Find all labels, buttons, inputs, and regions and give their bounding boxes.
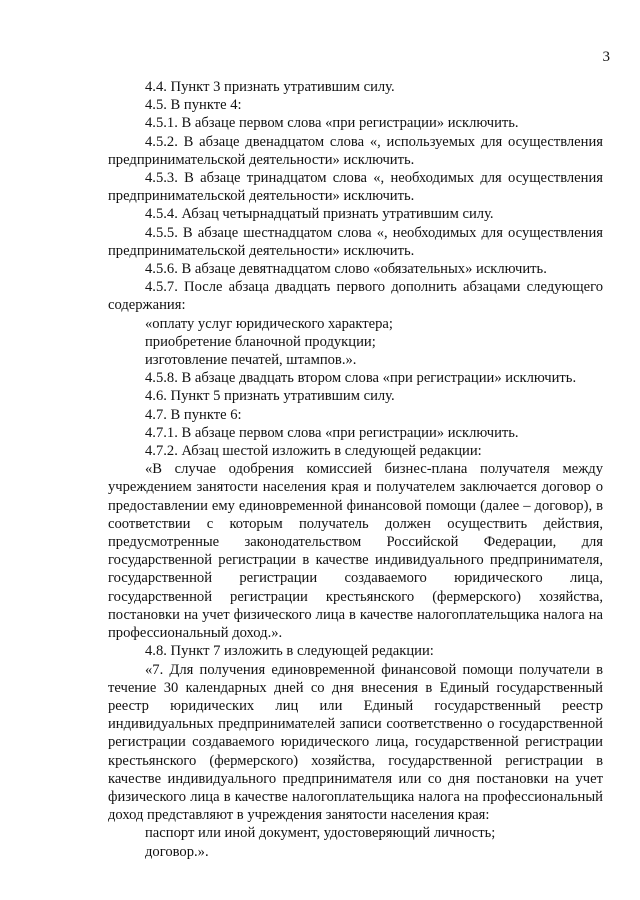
paragraph-4-7-1: 4.7.1. В абзаце первом слова «при регистрации» исключить. xyxy=(145,424,519,441)
quoted-line-legal-services: «оплату услуг юридического характера; xyxy=(145,315,393,332)
paragraph-4-5-5: 4.5.5. В абзаце шестнадцатом слова «, необходимых для осуществления предпринимательской деятельности» исключить. xyxy=(108,224,603,259)
quoted-paragraph-contract: «В случае одобрения комиссией бизнес-плана получателя между учреждением занятости населения края и получателем заключается договор о предоставлении ему единовременной финансовой помощи (далее – договор), в соответствии с которым получатель должен осуществить действия, предусмотренные законодательством Российской Федерации, для государственной регистрации в качестве индивидуального предпринимателя, государственной регистрации создаваемого юридического лица, государственной регистрации крестьянского (фермерского) хозяйства, постановки на учет физического лица в качестве налогоплательщика налога на профессиональный доход.». xyxy=(108,461,603,642)
paragraph-4-5-2: 4.5.2. В абзаце двенадцатом слова «, используемых для осуществления предпринимательской деятельности» исключить. xyxy=(108,133,603,168)
quoted-line-passport: паспорт или иной документ, удостоверяющий личность; xyxy=(145,825,496,842)
paragraph-4-5-8: 4.5.8. В абзаце двадцать втором слова «при регистрации» исключить. xyxy=(145,370,577,387)
paragraph-4-4: 4.4. Пункт 3 признать утратившим силу. xyxy=(145,79,395,95)
paragraph-4-5-6: 4.5.6. В абзаце девятнадцатом слово «обязательных» исключить. xyxy=(145,261,547,278)
paragraph-4-5-7: 4.5.7. После абзаца двадцать первого дополнить абзацами следующего содержания: xyxy=(108,279,603,314)
page-number: 3 xyxy=(602,49,610,65)
quoted-line-blank-products: приобретение бланочной продукции; xyxy=(145,333,376,350)
paragraph-4-5-3: 4.5.3. В абзаце тринадцатом слова «, необходимых для осуществления предпринимательской деятельности» исключить. xyxy=(108,170,603,205)
paragraph-4-5-4: 4.5.4. Абзац четырнадцатый признать утратившим силу. xyxy=(145,206,494,223)
paragraph-4-8: 4.8. Пункт 7 изложить в следующей редакции: xyxy=(145,643,434,660)
quoted-paragraph-point-7: «7. Для получения единовременной финансовой помощи получатели в течение 30 календарных дней со дня внесения в Единый государственный реестр юридических лиц или Единый государственный реестр индивидуальных предпринимателей записи соответственно о государственной регистрации создаваемого юридического лица, государственной регистрации крестьянского (фермерского) хозяйства, государственной регистрации в качестве индивидуального предпринимателя или со дня постановки на учет физического лица в качестве налогоплательщика налога на профессиональный доход представляют в учреждения занятости населения края: xyxy=(108,661,603,824)
paragraph-4-6: 4.6. Пункт 5 признать утратившим силу. xyxy=(145,388,395,405)
quoted-line-stamps: изготовление печатей, штампов.». xyxy=(145,352,357,369)
document-body xyxy=(108,78,603,861)
paragraph-4-7-2: 4.7.2. Абзац шестой изложить в следующей редакции: xyxy=(145,443,482,460)
paragraph-4-7: 4.7. В пункте 6: xyxy=(145,406,242,423)
paragraph-4-5: 4.5. В пункте 4: xyxy=(145,97,242,114)
quoted-line-contract: договор.». xyxy=(145,843,209,860)
paragraph-4-5-1: 4.5.1. В абзаце первом слова «при регистрации» исключить. xyxy=(145,115,519,132)
